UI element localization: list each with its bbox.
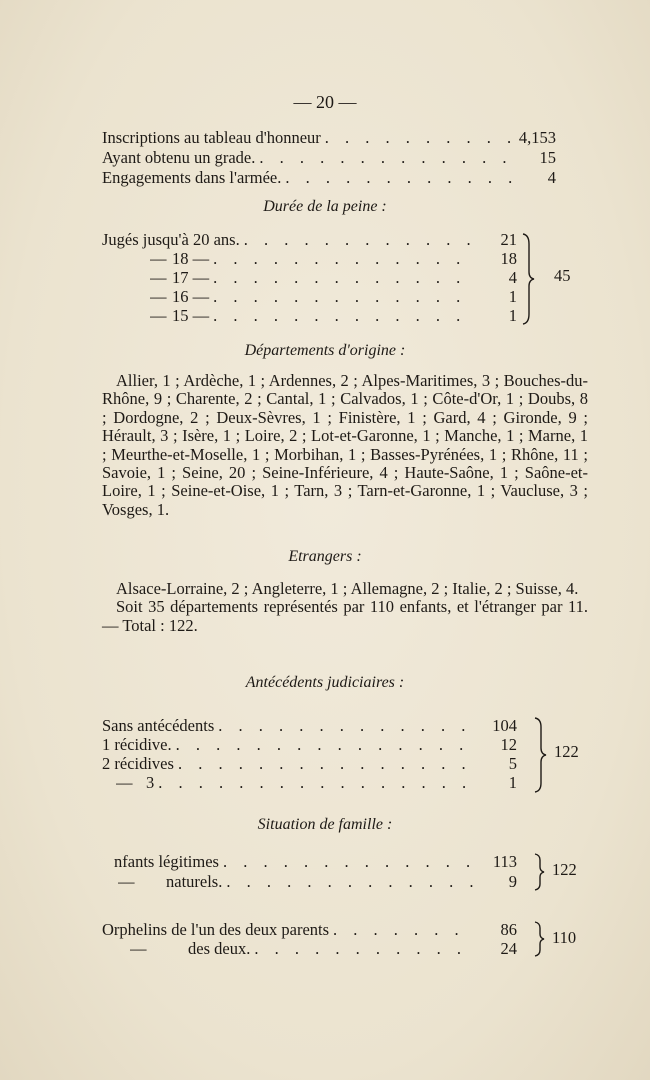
ditto-dash: —: [150, 306, 167, 325]
row-value: 15: [539, 148, 556, 167]
group-total: 122: [552, 860, 577, 879]
dot-leader: [178, 754, 475, 774]
row-label-text: 15 —: [172, 306, 210, 325]
etrangers-paragraph: [102, 580, 588, 635]
antecedents-row: [116, 773, 517, 793]
duree-row: [150, 268, 517, 288]
departements-text: Allier, 1 ; Ardèche, 1 ; Ardennes, 2 ; Alpes-Maritimes, 3 ; Bouches-du-Rhône, 9 ; Charente, 2 ; Cantal, 1 ; Calvados, 1 ; Côte-d'Or, 1 ; Doubs, 8 ; Dordogne, 2 ; Deux-Sèvres, 1 ; Finistère, 1 ; Gard, 4 ; Gironde, 9 ; Hérault, 3 ; Isère, 1 ; Loire, 2 ; Lot-et-Garonne, 1 ; Manche, 1 ; Marne, 1 ; Meurthe-et-Moselle, 1 ; Morbihan, 1 ; Basses-Pyrénées, 1 ; Rhône, 11 ; Savoie, 1 ; Seine, 20 ; Seine-Inférieure, 4 ; Haute-Saône, 1 ; Saône-et-Loire, 1 ; Seine-et-Oise, 1 ; Tarn, 3 ; Tarn-et-Garonne, 1 ; Vaucluse, 3 ; Vosges, 1.: [102, 371, 588, 519]
section-heading-duree: Durée de la peine :: [263, 198, 387, 215]
duree-row: [150, 306, 517, 326]
ditto-dash: —: [150, 287, 167, 306]
section-heading-famille: Situation de famille :: [257, 816, 393, 833]
row-label: [150, 306, 209, 326]
row-label: [130, 939, 250, 959]
summary-row: [102, 168, 556, 188]
departements-paragraph: [102, 372, 588, 519]
group-total: 110: [552, 928, 577, 947]
dot-leader: [176, 735, 475, 755]
duree-row: [102, 230, 517, 250]
famille-row: [118, 872, 517, 892]
ditto-dash: —: [150, 268, 167, 287]
row-label: Jugés jusqu'à 20 ans.: [102, 230, 240, 249]
row-value: 4: [547, 168, 556, 187]
group-total: 122: [554, 742, 579, 761]
row-label: [118, 872, 222, 892]
ditto-dash: —: [130, 939, 147, 958]
antecedents-row: [102, 716, 517, 736]
dot-leader: [226, 872, 475, 892]
ditto-dash: —: [118, 872, 135, 891]
row-value: 1: [508, 773, 517, 792]
row-label: [116, 773, 154, 793]
etrangers-summary: Soit 35 départements représentés par 110 enfants, et l'étranger par 11. — Total : 122.: [102, 597, 588, 635]
row-value: 21: [500, 230, 517, 249]
row-label-text: 18 —: [172, 249, 210, 268]
row-label-text: 3: [146, 773, 155, 792]
dot-leader: [325, 128, 514, 148]
row-value: 4: [508, 268, 517, 287]
dot-leader: [213, 287, 475, 307]
row-label: 1 récidive.: [102, 735, 172, 754]
row-value: 104: [492, 716, 517, 735]
antecedents-row: [102, 735, 517, 755]
dot-leader: [223, 852, 475, 872]
dot-leader: [213, 306, 475, 326]
row-label-text: 17 —: [172, 268, 210, 287]
brace: [532, 852, 546, 892]
group-total: 45: [554, 266, 571, 285]
brace: [532, 716, 548, 794]
page-number: — 20 —: [293, 92, 357, 112]
row-value: 1: [508, 287, 517, 306]
brace: [520, 232, 536, 326]
row-label: nfants légitimes: [114, 852, 219, 871]
row-value: 12: [500, 735, 517, 754]
row-value: 24: [500, 939, 517, 958]
row-label: Sans antécédents: [102, 716, 215, 735]
ditto-dash: —: [150, 249, 167, 268]
row-label-text: des deux.: [188, 939, 251, 958]
brace: [532, 920, 546, 958]
row-label: [150, 268, 209, 288]
row-value: 1: [508, 306, 517, 325]
dot-leader: [213, 249, 475, 269]
etrangers-text: Alsace-Lorraine, 2 ; Angleterre, 1 ; Allemagne, 2 ; Italie, 2 ; Suisse, 4.: [116, 579, 579, 598]
row-value: 86: [500, 920, 517, 939]
duree-row: [150, 249, 517, 269]
dot-leader: [158, 773, 475, 793]
section-heading-antecedents: Antécédents judiciaires :: [245, 674, 405, 691]
row-label: Engagements dans l'armée.: [102, 168, 282, 187]
dot-leader: [285, 168, 514, 188]
row-value: 18: [500, 249, 517, 268]
famille-row: [114, 852, 517, 872]
row-label: [150, 249, 209, 269]
orphelins-row: [130, 939, 517, 959]
row-label-text: naturels.: [166, 872, 223, 891]
row-label: [150, 287, 209, 307]
row-label: Ayant obtenu un grade.: [102, 148, 256, 167]
antecedents-row: [102, 754, 517, 774]
dot-leader: [254, 939, 475, 959]
dot-leader: [333, 920, 475, 940]
row-label: 2 récidives: [102, 754, 174, 773]
dot-leader: [259, 148, 514, 168]
row-value: 4,153: [518, 128, 556, 147]
row-value: 9: [508, 872, 517, 891]
section-heading-departements: Départements d'origine :: [244, 342, 406, 359]
dot-leader: [244, 230, 475, 250]
duree-row: [150, 287, 517, 307]
orphelins-row: [102, 920, 517, 940]
ditto-dash: —: [116, 773, 133, 792]
row-value: 5: [508, 754, 517, 773]
dot-leader: [213, 268, 475, 288]
summary-row: [102, 128, 556, 148]
row-label-text: 16 —: [172, 287, 210, 306]
row-value: 113: [492, 852, 517, 871]
row-label: Orphelins de l'un des deux parents: [102, 920, 330, 939]
section-heading-etrangers: Etrangers :: [288, 548, 362, 565]
dot-leader: [218, 716, 475, 736]
summary-row: [102, 148, 556, 168]
row-label: Inscriptions au tableau d'honneur: [102, 128, 321, 147]
